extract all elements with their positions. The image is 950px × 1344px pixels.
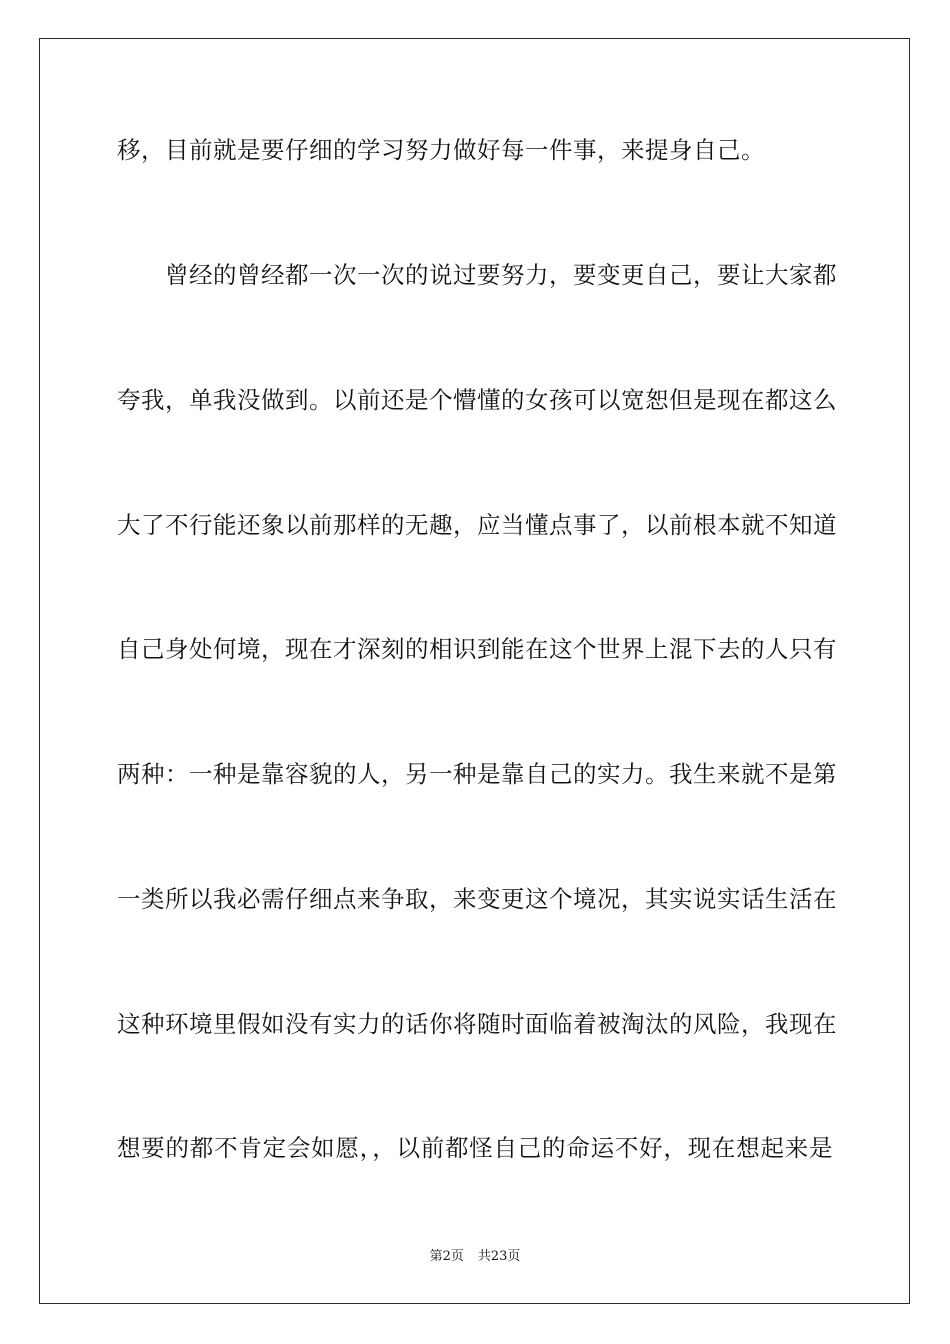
body-text-line: 夸我，单我没做到。以前还是个懵懂的女孩可以宽恕但是现在都这么 bbox=[117, 386, 837, 414]
page-number: 第2页 bbox=[429, 1249, 464, 1264]
paragraph-first-line: 曾经的曾经都一次一次的说过要努力，要变更自己，要让大家都 bbox=[165, 261, 837, 289]
body-text-line: 自己身处何境，现在才深刻的相识到能在这个世界上混下去的人只有 bbox=[117, 635, 837, 663]
body-text-line: 大了不行能还象以前那样的无趣，应当懂点事了，以前根本就不知道 bbox=[117, 511, 837, 539]
body-text-line: 这种环境里假如没有实力的话你将随时面临着被淘汰的风险，我现在 bbox=[117, 1010, 837, 1038]
body-text-line: 移，目前就是要仔细的学习努力做好每一件事，来提身自己。 bbox=[117, 136, 765, 164]
page-total: 共23页 bbox=[477, 1249, 521, 1264]
page-frame bbox=[39, 38, 910, 1304]
body-text-line: 一类所以我必需仔细点来争取，来变更这个境况，其实说实话生活在 bbox=[117, 885, 837, 913]
body-text-line: 两种：一种是靠容貌的人，另一种是靠自己的实力。我生来就不是第 bbox=[117, 760, 837, 788]
page-footer bbox=[0, 1248, 950, 1266]
body-text-line: 想要的都不肯定会如愿，，以前都怪自己的命运不好，现在想起来是 bbox=[117, 1134, 833, 1162]
